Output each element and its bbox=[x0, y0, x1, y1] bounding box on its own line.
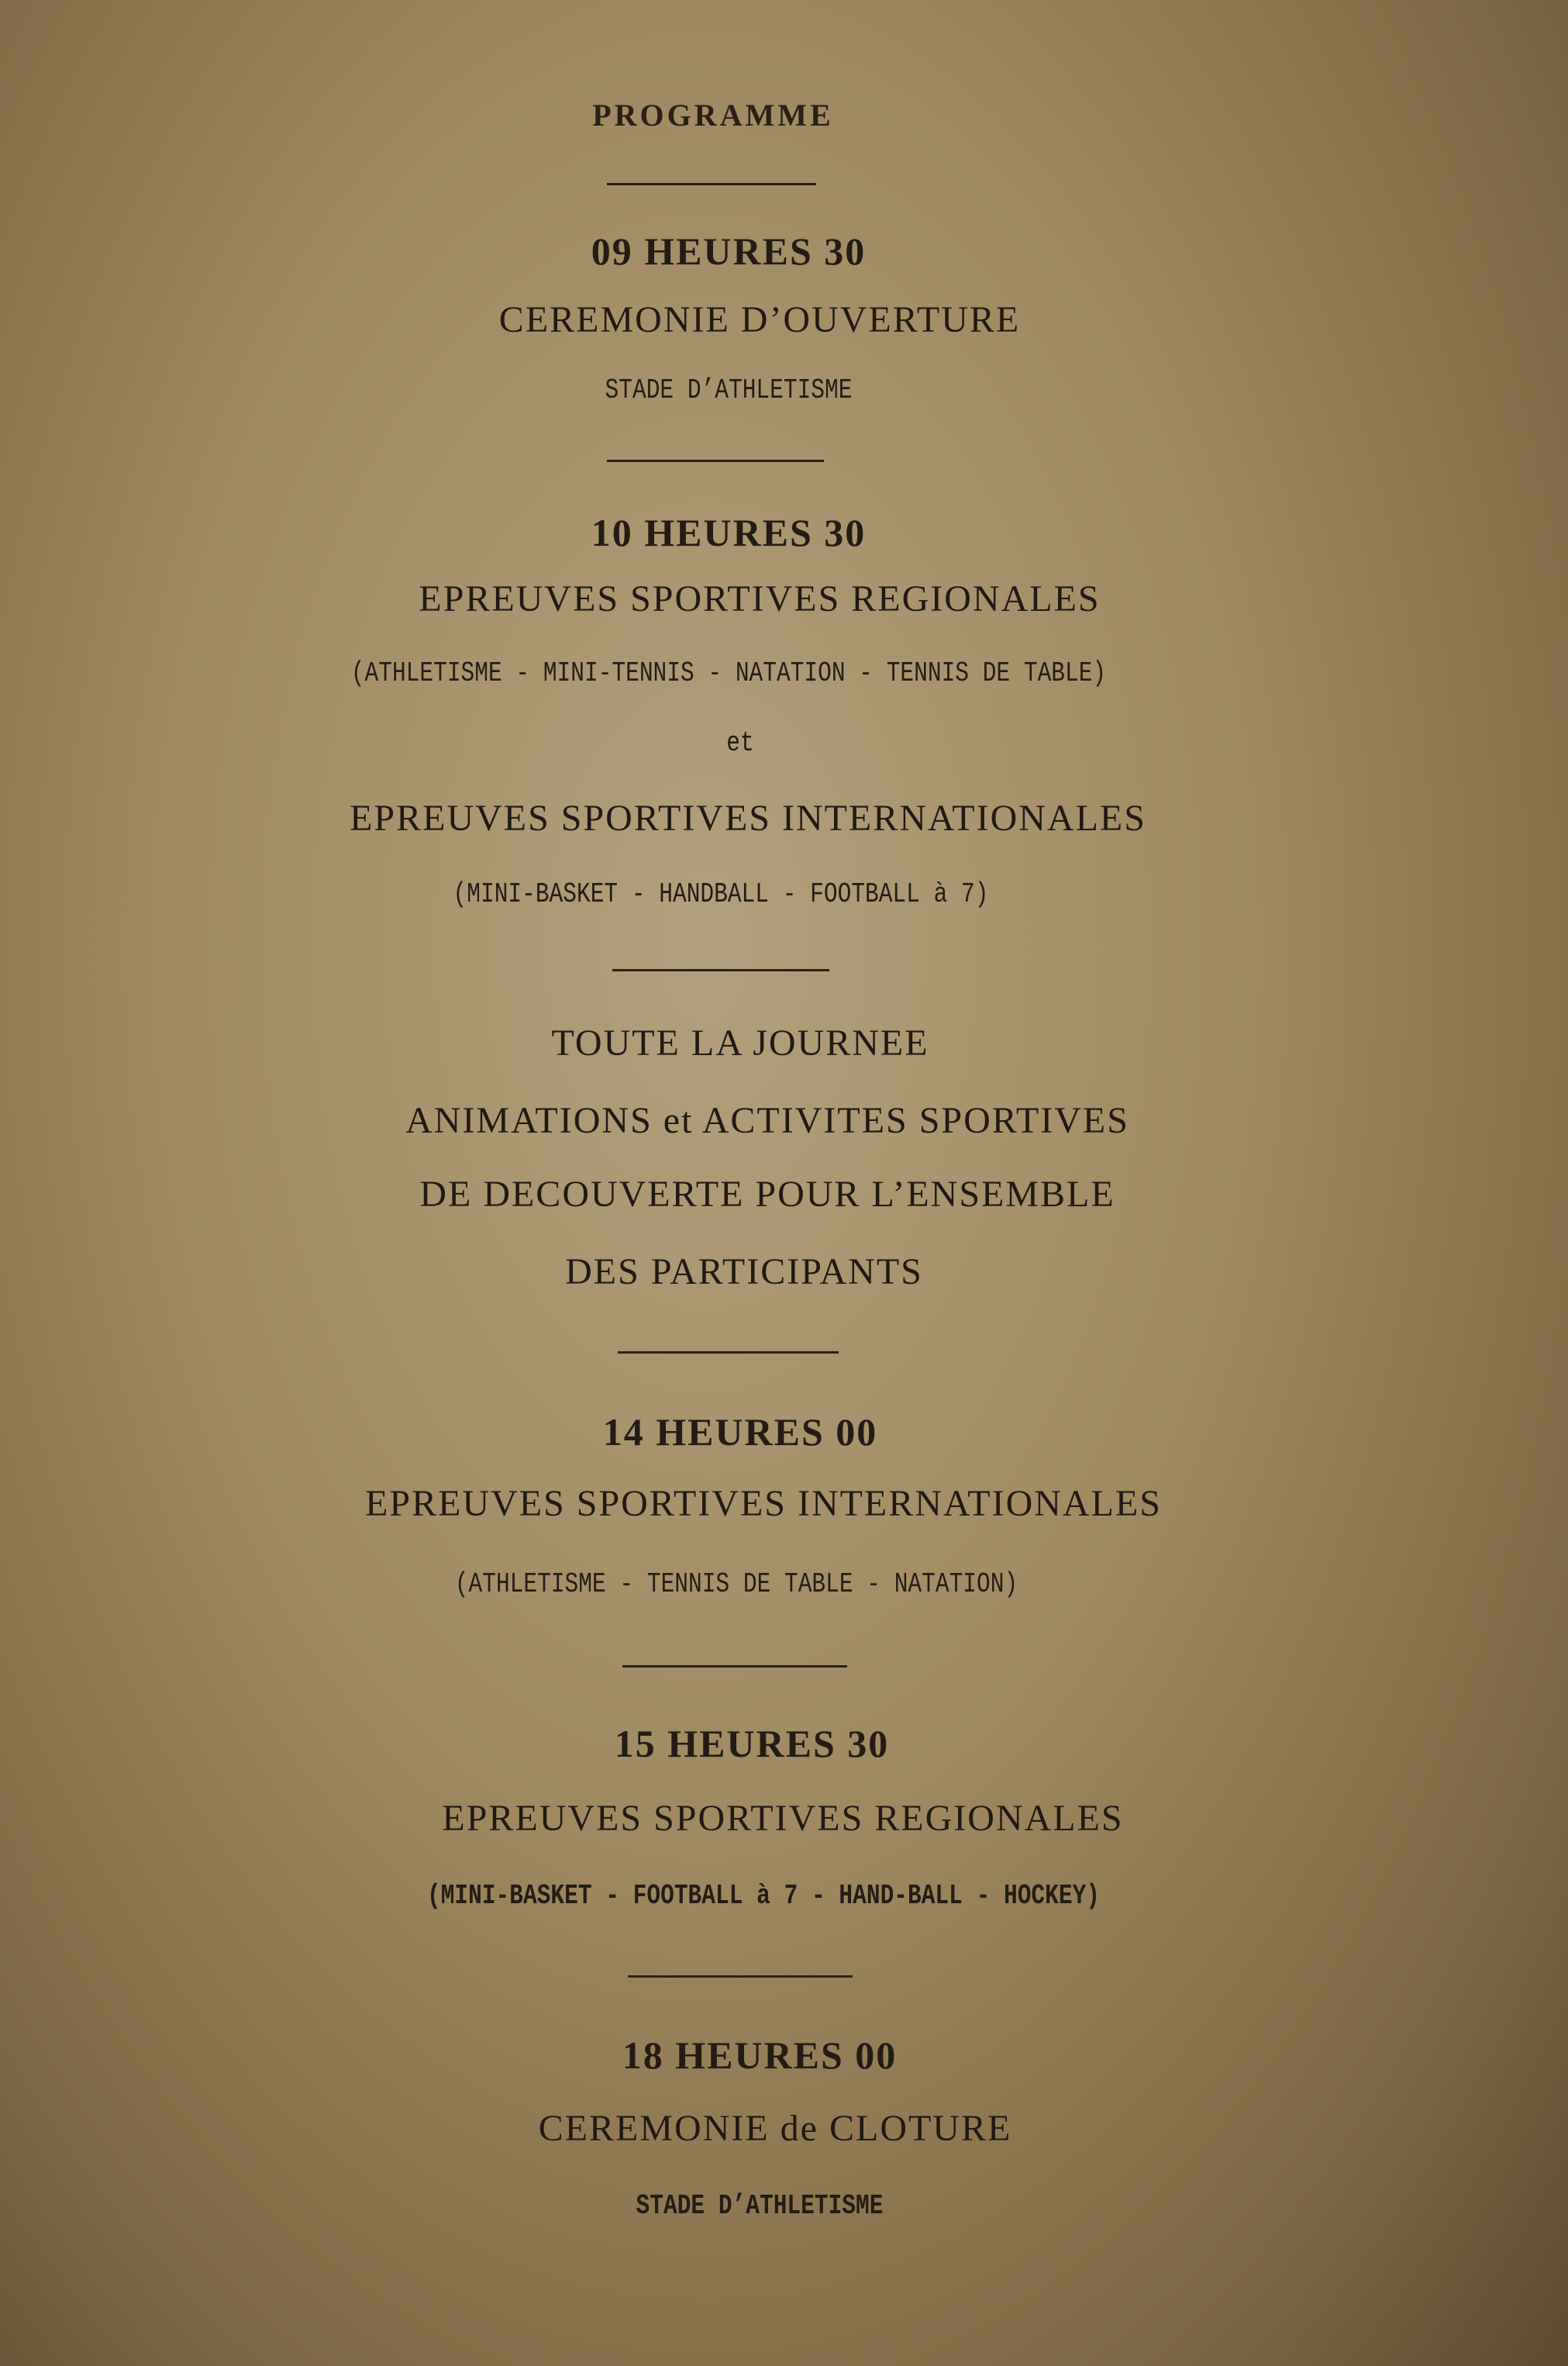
divider bbox=[612, 969, 829, 971]
morning-international-events: (MINI-BASKET - HANDBALL - FOOTBALL à 7) bbox=[453, 878, 989, 910]
early-afternoon-events: (ATHLETISME - TENNIS DE TABLE - NATATION) bbox=[454, 1568, 1018, 1600]
early-afternoon-section bbox=[12, 1409, 1469, 1454]
all-day-line: ANIMATIONS et ACTIVITES SPORTIVES bbox=[405, 1100, 1129, 1141]
early-afternoon-time: 14 HEURES 00 bbox=[602, 1410, 878, 1454]
divider bbox=[607, 183, 816, 185]
opening-time: 09 HEURES 30 bbox=[591, 229, 867, 273]
all-day-line-2-wrap bbox=[39, 1173, 1496, 1216]
page-title: PROGRAMME bbox=[592, 98, 834, 133]
all-day-line: DES PARTICIPANTS bbox=[565, 1251, 923, 1292]
late-afternoon-section bbox=[23, 1721, 1480, 1766]
morning-international-heading: EPREUVES SPORTIVES INTERNATIONALES bbox=[350, 798, 1146, 839]
closing-heading: CEREMONIE de CLOTURE bbox=[538, 2108, 1012, 2149]
all-day-line-3-wrap bbox=[16, 1250, 1473, 1293]
closing-location-wrap bbox=[31, 2190, 1488, 2222]
morning-conjunction: et bbox=[726, 727, 754, 759]
all-day-line: DE DECOUVERTE POUR L’ENSEMBLE bbox=[419, 1174, 1115, 1215]
divider bbox=[607, 460, 824, 462]
opening-location-wrap bbox=[0, 374, 1457, 406]
closing-heading-wrap bbox=[47, 2107, 1504, 2150]
early-afternoon-events-wrap bbox=[8, 1568, 1465, 1600]
morning-time: 10 HEURES 30 bbox=[591, 511, 867, 554]
morning-regional-events-wrap bbox=[0, 657, 1457, 689]
morning-section bbox=[0, 510, 1457, 555]
late-afternoon-heading: EPREUVES SPORTIVES REGIONALES bbox=[442, 1798, 1124, 1839]
all-day-heading: TOUTE LA JOURNEE bbox=[551, 1023, 929, 1064]
late-afternoon-events-wrap bbox=[35, 1880, 1492, 1912]
late-afternoon-heading-wrap bbox=[54, 1797, 1511, 1840]
opening-section bbox=[0, 229, 1457, 274]
opening-heading: CEREMONIE D’OUVERTURE bbox=[498, 299, 1021, 340]
all-day-section bbox=[12, 1022, 1469, 1064]
early-afternoon-heading-wrap bbox=[35, 1482, 1492, 1525]
morning-international-events-wrap bbox=[0, 878, 1449, 910]
morning-regional-heading: EPREUVES SPORTIVES REGIONALES bbox=[419, 578, 1101, 619]
early-afternoon-heading: EPREUVES SPORTIVES INTERNATIONALES bbox=[365, 1483, 1162, 1524]
opening-heading-wrap bbox=[31, 298, 1488, 341]
morning-regional-heading-wrap bbox=[31, 578, 1488, 620]
closing-time: 18 HEURES 00 bbox=[622, 2033, 898, 2077]
late-afternoon-events: (MINI-BASKET - FOOTBALL à 7 - HAND-BALL - HOCKEY) bbox=[426, 1880, 1101, 1912]
divider bbox=[618, 1351, 839, 1354]
divider bbox=[622, 1665, 847, 1668]
opening-location: STADE D’ATHLETISME bbox=[605, 374, 853, 406]
closing-location: STADE D’ATHLETISME bbox=[636, 2190, 884, 2222]
morning-international-heading-wrap bbox=[19, 797, 1477, 840]
divider bbox=[628, 1975, 853, 1978]
all-day-line-1-wrap bbox=[39, 1099, 1496, 1142]
morning-conjunction-wrap bbox=[12, 727, 1469, 759]
closing-section bbox=[31, 2033, 1488, 2078]
morning-regional-events: (ATHLETISME - MINI-TENNIS - NATATION - TENNIS DE TABLE) bbox=[350, 657, 1107, 689]
late-afternoon-time: 15 HEURES 30 bbox=[614, 1722, 890, 1765]
